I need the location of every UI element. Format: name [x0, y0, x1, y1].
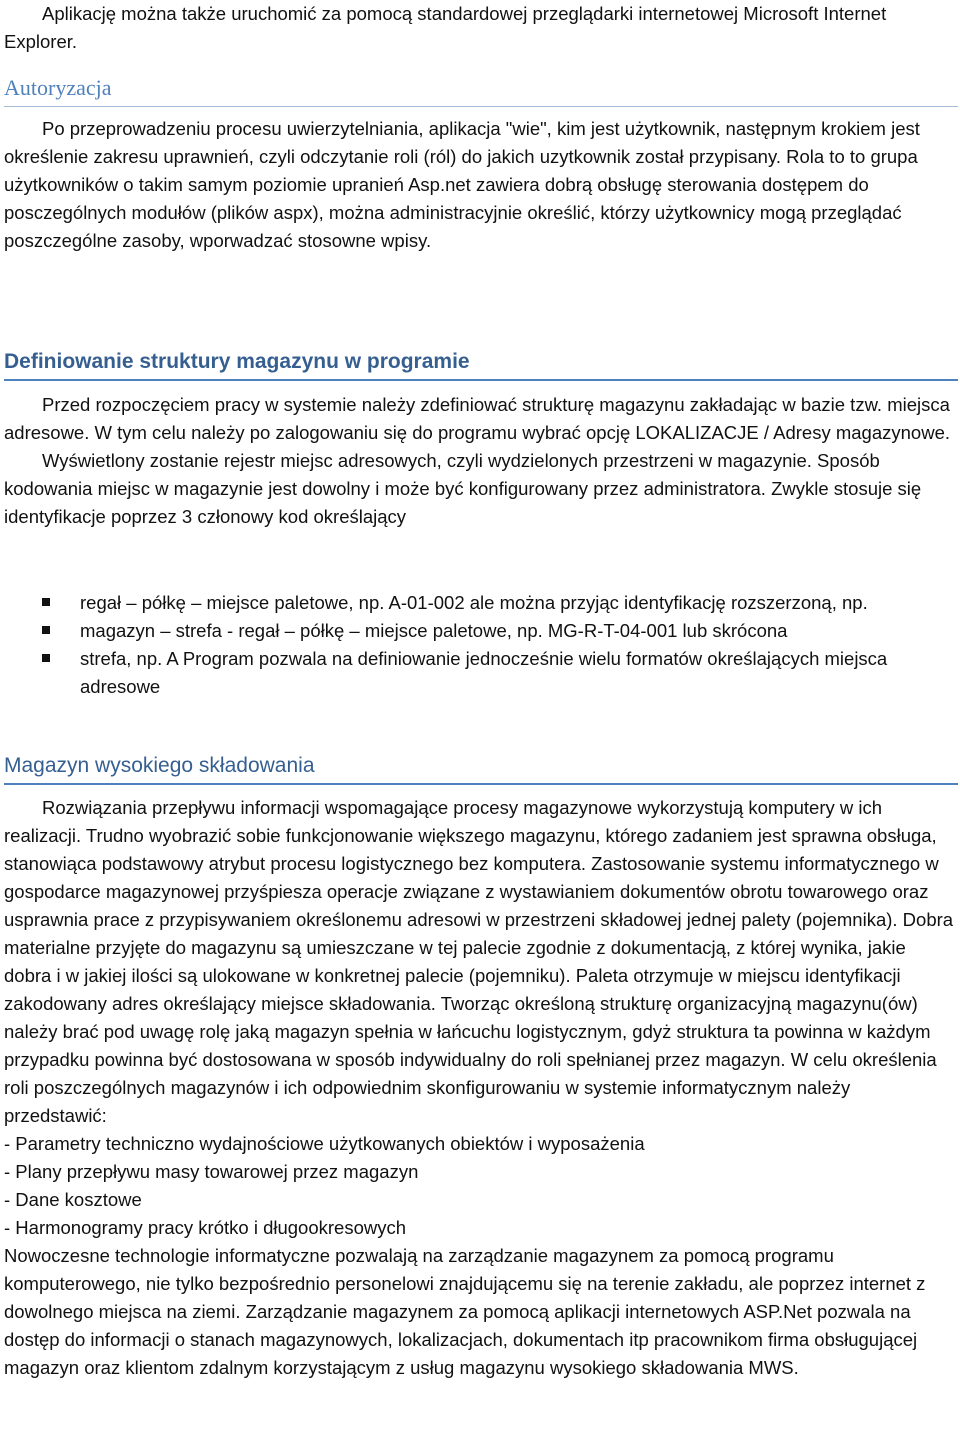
magazyn-closing-paragraph: Nowoczesne technologie informatyczne pozwalają na zarządzanie magazynem za pomocą programu komputerowego, nie tylko bezpośrednio personelowi znajdującemu się na terenie zakładu, ale poprzez internet z dowolnego miejsca na ziemi. Zarządzanie magazynem za pomocą aplikacji internetowych ASP.Net pozwala na dostęp do informacji o stanach magazynowych, lokalizacjach, dokumentach itp pracownikom firma obsługującej magazyn oraz klientom zdalnym korzystającym z usług magazynu wysokiego składowania MWS. — [4, 1245, 926, 1378]
square-bullet-icon — [42, 654, 50, 662]
autoryzacja-section — [4, 115, 954, 255]
dash-item: - Plany przepływu masy towarowej przez magazyn — [4, 1161, 419, 1182]
definiowanie-paragraph-1: Przed rozpoczęciem pracy w systemie należy zdefiniować strukturę magazynu zakładając w bazie tzw. miejsca adresowe. W tym celu należy po zalogowaniu się do programu wybrać opcję LOKALIZACJE / Adresy magazynowe. — [4, 394, 951, 443]
square-bullet-icon — [42, 626, 50, 634]
dash-item: - Harmonogramy pracy krótko i długookresowych — [4, 1217, 407, 1238]
definiowanie-section — [4, 391, 954, 531]
magazyn-section — [4, 794, 954, 1382]
bullet-text: magazyn – strefa - regał – półkę – miejsce paletowe, np. MG-R-T-04-001 lub skrócona — [80, 620, 788, 641]
bullet-text: strefa, np. A Program pozwala na definiowanie jednocześnie wielu formatów określających miejsca adresowe — [80, 648, 888, 697]
bullet-text: regał – półkę – miejsce paletowe, np. A-01-002 ale można przyjąc identyfikację rozszerzoną, np. — [80, 592, 868, 613]
dash-item: - Parametry techniczno wydajnościowe użytkowanych obiektów i wyposażenia — [4, 1133, 645, 1154]
intro-section — [4, 0, 954, 56]
autoryzacja-paragraph: Po przeprowadzeniu procesu uwierzytelniania, aplikacja "wie", kim jest użytkownik, następnym krokiem jest określenie zakresu uprawnień, czyli odczytanie roli (ról) do jakich uzytkownik został przypisany. Rola to to grupa użytkowników o takim samym poziomie upranień Asp.net zawiera dobrą obsługę sterowania dostępem do posczególnych modułów (plików aspx), można administracyjnie określić, którzy użytkownicy mogą przeglądać poszczególne zasoby, wporwadzać stosowne wpisy. — [4, 118, 920, 251]
magazyn-heading: Magazyn wysokiego składowania — [4, 752, 958, 785]
intro-paragraph: Aplikację można także uruchomić za pomocą standardowej przeglądarki internetowej Microsoft Internet Explorer. — [4, 3, 887, 52]
definiowanie-heading: Definiowanie struktury magazynu w programie — [4, 348, 958, 381]
autoryzacja-heading: Autoryzacja — [4, 74, 958, 107]
list-item — [4, 645, 954, 701]
dash-item: - Dane kosztowe — [4, 1189, 142, 1210]
definiowanie-paragraph-2: Wyświetlony zostanie rejestr miejsc adresowych, czyli wydzielonych przestrzeni w magazynie. Sposób kodowania miejsc w magazynie jest dowolny i może być konfigurowany przez administratora. Zwykle stosuje się identyfikacje poprzez 3 członowy kod określający — [4, 450, 922, 527]
square-bullet-icon — [42, 598, 50, 606]
magazyn-paragraph: Rozwiązania przepływu informacji wspomagające procesy magazynowe wykorzystują komputery w ich realizacji. Trudno wyobrazić sobie funkcjonowanie większego magazynu, którego zadaniem jest sprawna obsługa, stanowiąca podstawowy atrybut procesu logistycznego bez komputera. Zastosowanie systemu informatycznego w gospodarce magazynowej przyśpiesza operacje związane z wystawianiem dokumentów obrotu towarowego oraz usprawnia prace z przypisywaniem określonemu adresowi w przestrzeni składowej jednej palety (pojemnika). Dobra materialne przyjęte do magazynu są umieszczane w tej palecie zgodnie z dokumentacją, z której wynika, jakie dobra i w jakiej ilości są ulokowane w konkretnej palecie (pojemniku). Paleta otrzymuje w miejscu identyfikacji zakodowany adres określający miejsce składowania. Tworząc określoną strukturę organizacyjną magazynu(ów) należy brać pod uwagę rolę jaką magazyn spełnia w łańcuchu logistycznym, gdyż struktura ta powinna w każdym przypadku powinna być dostosowana w sposób indywidualny do roli spełnianej przez magazyn. W celu określenia roli poszczególnych magazynów i ich odpowiednim skonfigurowaniu w systemie informatycznym należy przedstawić: — [4, 797, 954, 1126]
definiowanie-bullet-list — [4, 589, 954, 701]
list-item — [4, 617, 954, 645]
list-item — [4, 589, 954, 617]
